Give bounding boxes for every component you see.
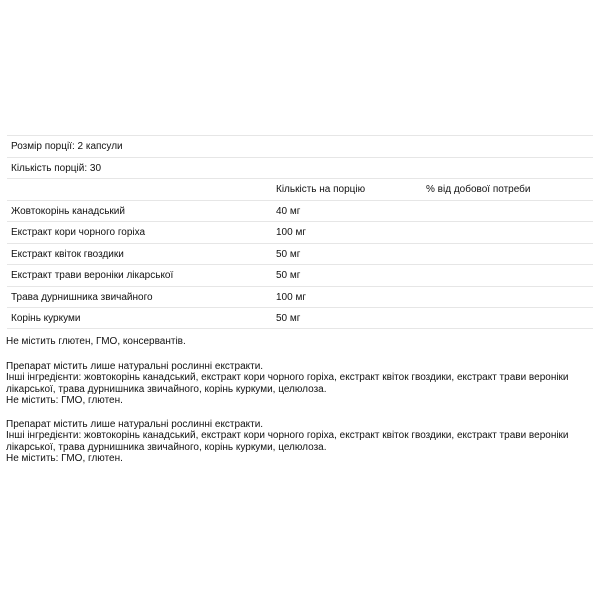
- ingredient-amount: 40 мг: [276, 205, 301, 217]
- serving-size: Розмір порції: 2 капсули: [11, 141, 123, 152]
- natural-note: Препарат містить лише натуральні рослинні екстракти.: [6, 418, 264, 430]
- ingredient-amount: 100 мг: [276, 227, 306, 238]
- other-ingredients-line: Інші інгредієнти: жовтокорінь канадський, екстракт кори чорного горіха, екстракт квіток гвоздики, екстракт трави вероніки: [6, 430, 569, 441]
- ingredient-name: Трава дурнишника звичайного: [11, 291, 153, 303]
- other-ingredients-line: лікарської, трава дурнишника звичайного, корінь куркуми, целюлоза.: [6, 383, 327, 395]
- product-notes: [6, 336, 596, 465]
- ingredient-name: Екстракт квіток гвоздики: [11, 248, 124, 260]
- ingredient-amount: 50 мг: [276, 313, 301, 324]
- table-row: [7, 243, 593, 265]
- ingredient-amount: 100 мг: [276, 291, 306, 303]
- ingredient-amount: 50 мг: [276, 248, 301, 260]
- natural-note: Препарат містить лише натуральні рослинні екстракти.: [6, 360, 264, 372]
- ingredient-amount: 50 мг: [276, 270, 301, 281]
- ingredient-name: Екстракт трави вероніки лікарської: [11, 270, 174, 281]
- free-of-note: Не містить глютен, ГМО, консервантів.: [6, 336, 186, 347]
- table-row: [7, 307, 593, 329]
- serving-size-row: [7, 135, 593, 157]
- free-of-short-note: Не містить: ГМО, глютен.: [6, 453, 123, 464]
- servings-per-container-row: [7, 157, 593, 179]
- other-ingredients-line: Інші інгредієнти: жовтокорінь канадський, екстракт кори чорного горіха, екстракт квіток гвоздики, екстракт трави вероніки: [6, 372, 569, 383]
- table-header-row: [7, 178, 593, 200]
- ingredient-name: Жовтокорінь канадський: [11, 205, 125, 217]
- ingredient-name: Екстракт кори чорного горіха: [11, 227, 146, 238]
- free-of-short-note: Не містить: ГМО, глютен.: [6, 395, 123, 406]
- column-header-daily-value: % від добової потреби: [426, 184, 531, 195]
- table-row: [7, 264, 593, 286]
- ingredient-name: Корінь куркуми: [11, 313, 81, 324]
- other-ingredients-line: лікарської, трава дурнишника звичайного, корінь куркуми, целюлоза.: [6, 441, 327, 453]
- table-row: [7, 286, 593, 308]
- table-row: [7, 221, 593, 243]
- servings-per-container: Кількість порцій: 30: [11, 162, 102, 174]
- supplement-facts-table: [7, 135, 593, 329]
- column-header-amount: Кількість на порцію: [276, 184, 366, 195]
- table-row: [7, 200, 593, 222]
